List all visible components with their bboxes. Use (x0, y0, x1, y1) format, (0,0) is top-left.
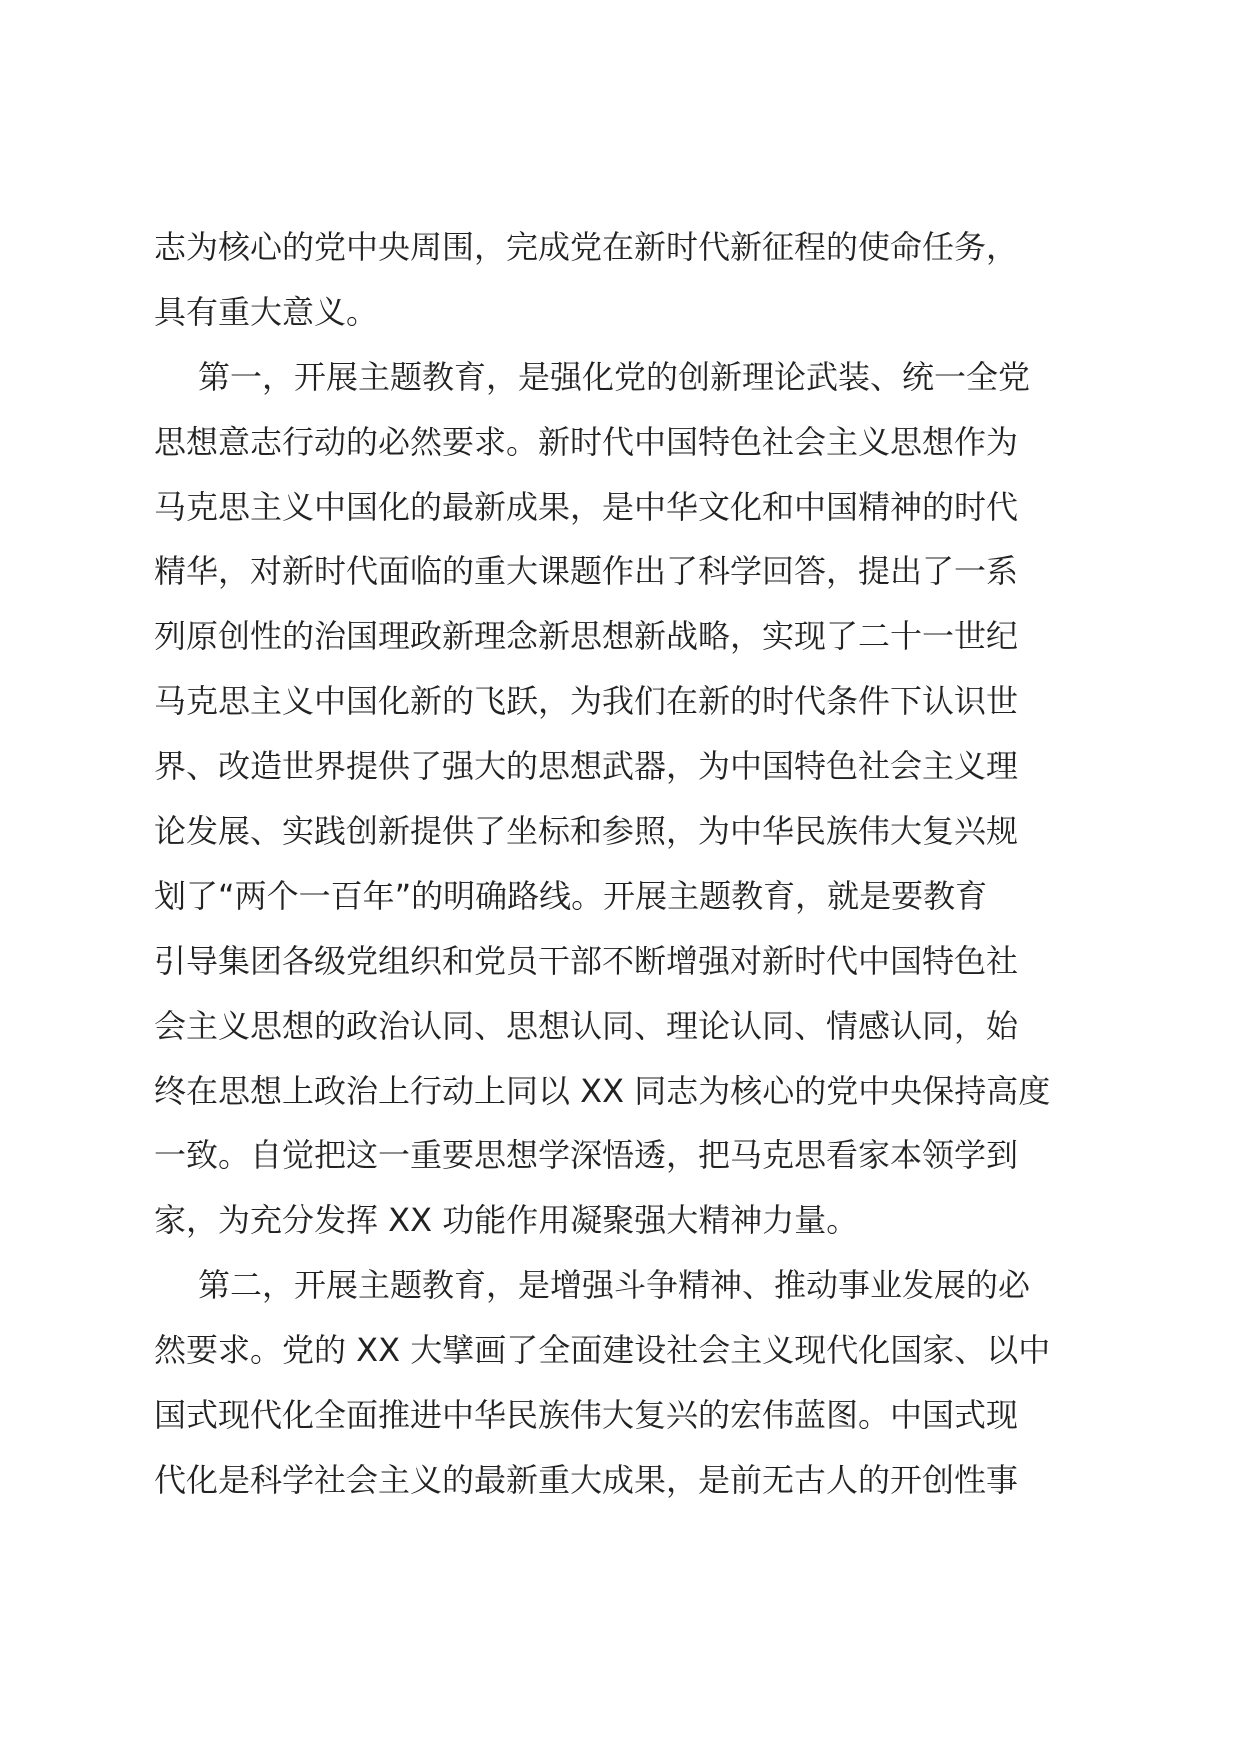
text-line: 具有重大意义。 (154, 292, 379, 331)
text-line: 终在思想上政治上行动上同以 XX 同志为核心的党中央保持高度 (154, 1071, 1051, 1110)
text-line: 国式现代化全面推进中华民族伟大复兴的宏伟蓝图。中国式现 (154, 1396, 1019, 1435)
text-line: 会主义思想的政治认同、思想认同、理论认同、情感认同，始 (154, 1006, 1019, 1045)
text-line: 然要求。党的 XX 大擘画了全面建设社会主义现代化国家、以中 (154, 1331, 1051, 1370)
text-line: 一致。自觉把这一重要思想学深悟透，把马克思看家本领学到 (154, 1136, 1019, 1175)
text-line: 论发展、实践创新提供了坐标和参照，为中华民族伟大复兴规 (154, 812, 1019, 851)
text-line: 界、改造世界提供了强大的思想武器，为中国特色社会主义理 (154, 747, 1019, 786)
text-line: 家，为充分发挥 XX 功能作用凝聚强大精神力量。 (154, 1201, 859, 1240)
text-line: 划了“两个一百年”的明确路线。开展主题教育，就是要教育 (154, 876, 988, 915)
text-line: 马克思主义中国化新的飞跃，为我们在新的时代条件下认识世 (154, 682, 1019, 721)
text-line: 思想意志行动的必然要求。新时代中国特色社会主义思想作为 (154, 422, 1019, 461)
paragraph-first-line: 第二，开展主题教育，是增强斗争精神、推动事业发展的必 (198, 1266, 1031, 1305)
text-line: 志为核心的党中央周围，完成党在新时代新征程的使命任务， (154, 228, 1019, 266)
text-line: 精华，对新时代面临的重大课题作出了科学回答，提出了一系 (154, 552, 1019, 591)
text-line: 引导集团各级党组织和党员干部不断增强对新时代中国特色社 (154, 941, 1019, 980)
text-line: 代化是科学社会主义的最新重大成果，是前无古人的开创性事 (154, 1460, 1019, 1499)
paragraph-first-line: 第一，开展主题教育，是强化党的创新理论武装、统一全党 (198, 357, 1031, 396)
body-text (154, 215, 1094, 1513)
text-line: 列原创性的治国理政新理念新思想新战略，实现了二十一世纪 (154, 617, 1019, 656)
text-line: 马克思主义中国化的最新成果，是中华文化和中国精神的时代 (154, 487, 1019, 526)
